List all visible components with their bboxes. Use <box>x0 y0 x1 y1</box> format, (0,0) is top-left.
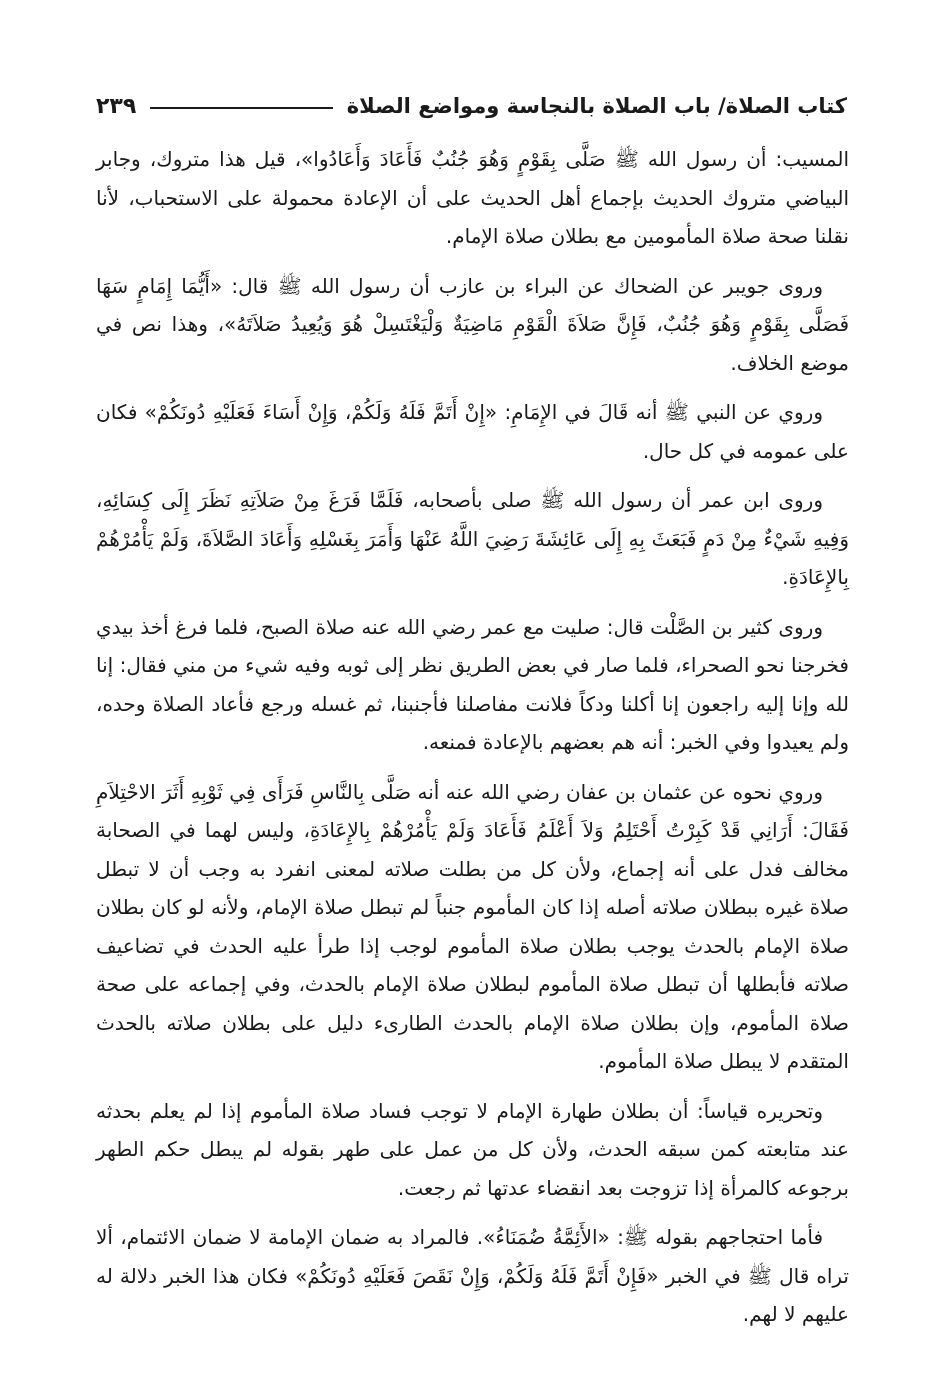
paragraph-2: وروى جويبر عن الضحاك عن البراء بن عازب أن رسول الله ﷺ قال: «أَيُّمَا إِمَامٍ سَهَا فَصَلَّى بِقَوْمٍ وَهُوَ جُنُبٌ، فَإِنَّ صَلاَةَ الْقَوْمِ مَاضِيَةٌ وَلْيَغْتَسِلْ هُوَ وَيُعِيدُ صَلاَتَهُ»، وهذا نص في موضع الخلاف. <box>96 273 849 375</box>
paragraph-4: وروى ابن عمر أن رسول الله ﷺ صلى بأصحابه، فَلَمَّا فَرَغَ مِنْ صَلاَتِهِ نَظَرَ إِلَى كِسَائِهِ، وَفِيهِ شَيْءٌ مِنْ دَمٍ فَبَعَثَ بِهِ إِلَى عَائِشَةَ رَضِيَ اللَّهُ عَنْهَا وَأَمَرَ بِغَسْلِهِ وَأَعَادَ الصَّلاَةَ، وَلَمْ يَأْمُرْهُمْ بِالإِعَادَةِ. <box>96 488 849 589</box>
paragraph-6: وروي نحوه عن عثمان بن عفان رضي الله عنه أنه صَلَّى بِالنَّاسِ فَرَأَى فِي ثَوْبِهِ أَثَرَ الاحْتِلاَمِ فَقَالَ: أَرَانِي قَدْ كَبِرْتُ أَحْتَلِمُ وَلاَ أَعْلَمُ فَأَعَادَ وَلَمْ يَأْمُرْهُمْ بِالإِعَادَةِ، وليس لهما في الصحابة مخالف فدل على أنه إجماع، ولأن كل من بطلت صلاته لمعنى انفرد به وجب أن لا تبطل صلاة غيره ببطلان صلاته أصله إذا كان المأموم جنباً لم تبطل صلاة الإمام، ولأنه لو كان بطلان صلاة الإمام بالحدث يوجب بطلان صلاة المأموم لوجب إذا طرأ عليه الحدث في تضاعيف صلاته فأبطلها أن تبطل صلاة المأموم لبطلان صلاة الإمام بالحدث، وفي إجماعه على صحة صلاة المأموم، وإن بطلان صلاة الإمام بالحدث الطارىء دليل على بطلان صلاته بالحدث المتقدم لا يبطل صلاة المأموم. <box>96 779 849 1073</box>
paragraph-1: المسيب: أن رسول الله ﷺ صَلَّى بِقَوْمٍ وَهُوَ جُنُبٌ فَأَعَادَ وَأَعَادُوا»، قيل هذا متروك، وجابر البياضي متروك الحديث بإجماع أهل الحديث على أن الإعادة محمولة على الاستحباب، لأنا نقلنا صحة صلاة المأمومين مع بطلان صلاة الإمام. <box>96 147 849 248</box>
header-rule <box>150 107 332 109</box>
paragraph-7: وتحريره قياساً: أن بطلان طهارة الإمام لا توجب فساد صلاة المأموم إذا لم يعلم بحدثه عند متابعته كمن سبقه الحدث، ولأن كل من عمل على طهر بقوله لم يبطل حكم الطهر برجوعه كالمرأة إذا تزوجت بعد انقضاء عدتها ثم رجعت. <box>96 1098 849 1200</box>
paragraph-3: وروي عن النبي ﷺ أنه قَالَ في الإِمَامِ: «إِنْ أَتَمَّ فَلَهُ وَلَكُمْ، وَإِنْ أَسَاءَ فَعَلَيْهِ دُونَكُمْ» فكان على عمومه في كل حال. <box>96 400 849 463</box>
page-number: ٢٣٩ <box>96 93 137 119</box>
running-header <box>96 84 847 128</box>
header-title: كتاب الصلاة/ باب الصلاة بالنجاسة ومواضع الصلاة <box>346 94 847 118</box>
page-body <box>96 140 849 1345</box>
paragraph-8: فأما احتجاجهم بقوله ﷺ: «الأَئِمَّةُ ضُمَنَاءُ». فالمراد به ضمان الإمامة لا ضمان الائتمام، ألا تراه قال ﷺ في الخبر «فَإِنْ أَتَمَّ فَلَهُ وَلَكُمْ، وَإِنْ نَقَصَ فَعَلَيْهِ دُونَكُمْ» فكان هذا الخبر دلالة له عليهم لا لهم. <box>96 1225 849 1326</box>
paragraph-5: وروى كثير بن الصَّلْت قال: صليت مع عمر رضي الله عنه صلاة الصبح، فلما فرغ أخذ بيدي فخرجنا نحو الصحراء، فلما صار في بعض الطريق نظر إلى ثوبه وفيه شيء من مني فقال: إنا لله وإنا إليه راجعون إنا أكلنا ودكاً فلانت مفاصلنا فأجنبنا، ثم غسله ورجع فأعاد الصلاة وحده، ولم يعيدوا وفي الخبر: أنه هم بعضهم بالإعادة فمنعه. <box>96 614 849 754</box>
